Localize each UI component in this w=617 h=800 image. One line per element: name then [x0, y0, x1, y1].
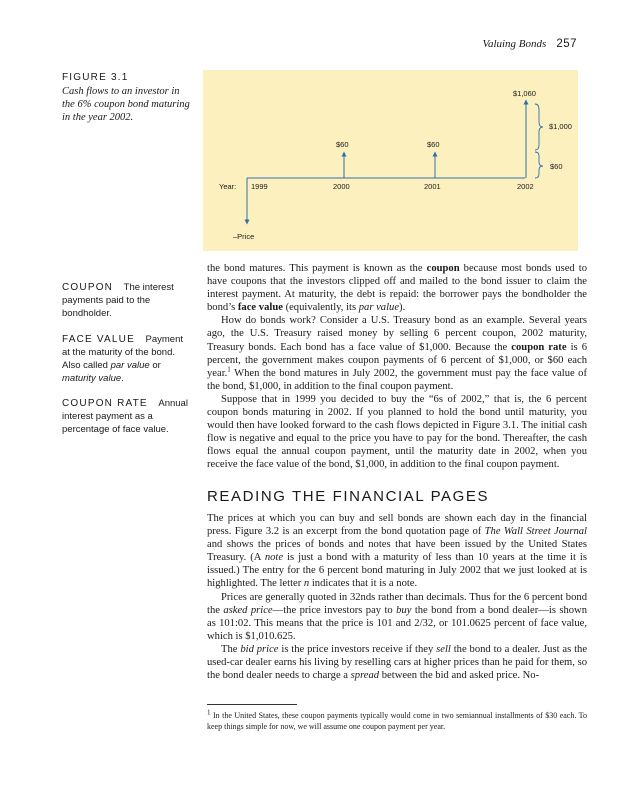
- year-2001-label: 2001: [424, 182, 441, 191]
- glossary-face-value: [62, 333, 190, 385]
- section-heading: READING THE FINANCIAL PAGES: [207, 488, 490, 505]
- glossary-italic: maturity value: [62, 373, 122, 384]
- footnote-text: In the United States, these coupon payments typically would come in two semiannual installments of $30 each. To keep things simple for now, we will assume one coupon payment per year.: [207, 711, 587, 731]
- term-face-value: face value: [237, 302, 283, 314]
- glossary-coupon: [62, 281, 190, 320]
- glossary-definition-mid: or: [149, 360, 161, 371]
- figure-caption: [62, 72, 192, 124]
- footnote-mark: 1: [207, 708, 211, 717]
- glossary-definition-end: .: [121, 373, 124, 384]
- body-text: [207, 262, 587, 472]
- glossary-definition: The interest payments paid to the bondholder.: [62, 282, 174, 319]
- glossary-definition: Annual interest payment as a percentage of face value.: [62, 398, 188, 435]
- glossary-term: COUPON RATE: [62, 398, 148, 409]
- cash-flow-diagram: [203, 70, 578, 251]
- cash-flow-figure: [203, 70, 578, 251]
- term-coupon: coupon: [426, 263, 460, 274]
- glossary-term: COUPON: [62, 282, 114, 293]
- paragraph: Prices are generally quoted in 32nds rather than decimals. Thus for the 6 percent bond the asked price—the price investors pay to buy the bond from a bond dealer—is shown as 101:02. This means that the price is 101 and 2/32, or 101.0625 percent of face value, which is $1,010.625.: [207, 591, 587, 642]
- face-value-label: $1,000: [549, 122, 572, 131]
- section-body: [207, 512, 587, 682]
- coupon-brace: [535, 152, 543, 178]
- glossary-definition: Payment at the maturity of the bond. Also called: [62, 334, 184, 371]
- paragraph: Suppose that in 1999 you decided to buy the “6s of 2002,” that is, the 6 percent coupon bonds maturing in 2002. If you planned to hold the bond until maturity, you would then have looked forward to the cash flows depicted in Figure 3.1. The initial cash flow is negative and equal to the price you have to pay for the bond. Thereafter, the cash flows equal the annual coupon payment, until the maturity date in 2002, when you receive the face value of the bond, $1,000, in addition to the final coupon payment.: [207, 393, 587, 471]
- footnote: [207, 710, 587, 732]
- coupon-label-2000: $60: [336, 140, 349, 149]
- paragraph: The prices at which you can buy and sell bonds are shown each day in the financial press. Figure 3.2 is an excerpt from the bond quotation page of The Wall Street Journal and shows the prices of bonds and notes that have been issued by the United States Treasury. (A note is just a bond with a maturity of less than 10 years at the time it is issued.) The entry for the 6 percent bond maturing in July 2002 that we just looked at is highlighted. The letter n indicates that it is a note.: [207, 513, 588, 590]
- glossary-term: FACE VALUE: [62, 334, 135, 345]
- page-number: 257: [556, 38, 577, 50]
- running-title: Valuing Bonds: [482, 38, 547, 50]
- year-2000-label: 2000: [333, 182, 350, 191]
- year-label: Year:: [219, 182, 237, 191]
- final-total-label: $1,060: [513, 89, 536, 98]
- year-1999-label: 1999: [251, 182, 268, 191]
- term-coupon-rate: coupon rate: [511, 341, 567, 353]
- price-label: –Price: [233, 232, 255, 241]
- footnote-rule: [207, 704, 297, 705]
- coupon-label-2001: $60: [427, 140, 440, 149]
- coupon-brace-label: $60: [550, 162, 563, 171]
- figure-caption-text: Cash flows to an investor in the 6% coupon bond maturing in the year 2002.: [62, 86, 190, 123]
- figure-label: FIGURE 3.1: [62, 72, 129, 83]
- paragraph: How do bonds work? Consider a U.S. Treasury bond as an example. Several years ago, the U.S. Treasury raised money by selling 6 percent coupon, 2002 maturity, Treasury bonds. Each bond has a face value of $1,000. Because the coupon rate is 6 percent, the government makes coupon payments of 6 percent of $1,000, or $60 each year.$^1$ When the bond matures in July 2002, the government must pay the face value of the bond, $1,000, in addition to the final coupon payment.: [207, 315, 587, 392]
- footnote-ref: 1: [227, 365, 231, 374]
- year-2002-label: 2002: [517, 182, 534, 191]
- glossary-coupon-rate: [62, 397, 190, 436]
- paragraph: The bid price is the price investors receive if they sell the bond to a dealer. Just as the used-car dealer earns his living by reselling cars at higher prices than he paid for them, so the bond dealer needs to charge a spread between the bid and asked price. No-: [207, 643, 588, 682]
- face-value-brace: [535, 104, 543, 150]
- glossary-italic: par value: [110, 360, 150, 371]
- paragraph: the bond matures. This payment is known as the coupon because most bonds used to have coupons that the investors clipped off and mailed to the bond issuer to claim the interest payment. At maturity, the debt is repaid: the borrower pays the bondholder the bond’s face value (equivalently, its par value).: [207, 263, 587, 314]
- running-head: [482, 38, 577, 50]
